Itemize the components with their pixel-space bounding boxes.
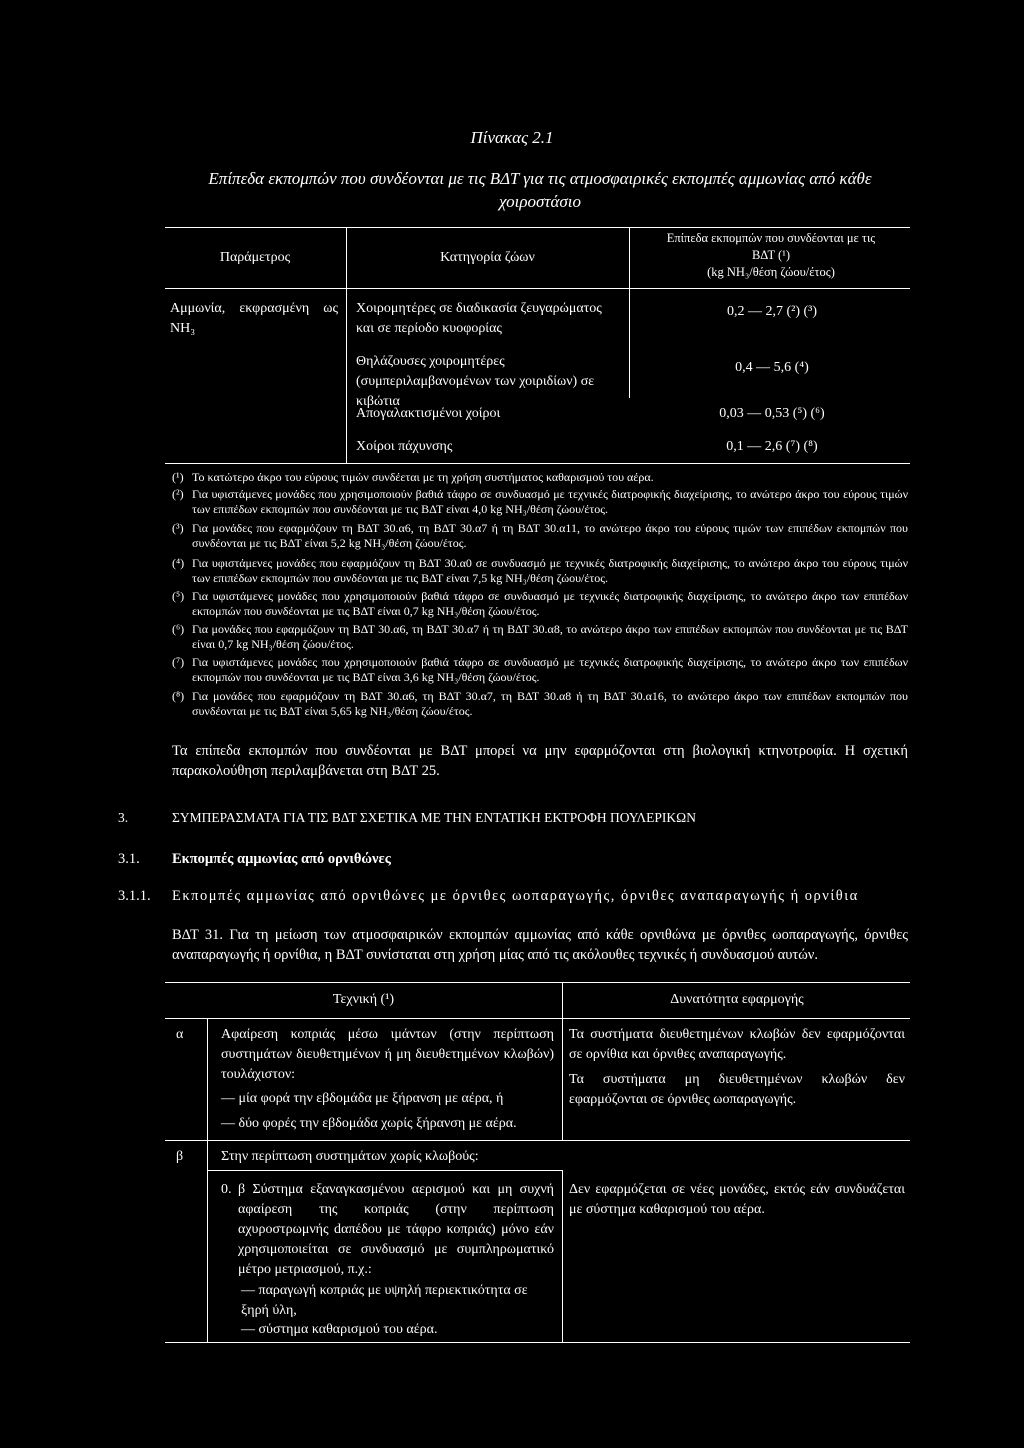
table2-header-rule — [165, 1018, 910, 1019]
footnote-2 — [172, 487, 908, 517]
bat31-text: Για τη μείωση των ατμοσφαιρικών εκπομπών αμμωνίας από κάθε ορνιθώνα με όρνιθες ωοπαραγωγής, όρνιθες αναπαραγωγής ή ορνίθια, η ΒΔΤ συνίσταται στη χρήση μίας από τις ακόλουθες τεχνικές ή συνδυασμού αυτών. — [172, 927, 909, 963]
row-a-intro: Αφαίρεση κοπριάς μέσω ιμάντων (στην περίπτωση συστημάτων διευθετημένων ή μη διευθετημένων κλωβών) τουλάχιστον: — [221, 1027, 554, 1082]
footnote-mark: (⁵) — [172, 589, 185, 603]
table2-header-applicability: Δυνατότητα εφαρμογής — [670, 992, 804, 1007]
table2-bottom-rule — [165, 1342, 910, 1343]
section-311-number: 3.1.1. — [118, 888, 151, 904]
row3-value: 0,03 — 0,53 (⁵) (⁶) — [719, 406, 825, 421]
footnote-mark: (⁶) — [172, 622, 185, 636]
footnote-mark: (⁴) — [172, 556, 185, 570]
row-a-item1: — μία φορά την εβδομάδα με ξήρανση με αέρα, ή — [221, 1091, 504, 1106]
parameter-cell: Αμμωνία, εκφρασμένη ως NH₃ — [170, 301, 338, 336]
footnote-mark: (⁷) — [172, 655, 185, 669]
section-311-title: Εκπομπές αμμωνίας από ορνιθώνες με όρνιθες ωοπαραγωγής, όρνιθες αναπαραγωγής ή ορνίθια — [172, 888, 859, 904]
footnote-text: Για υφιστάμενες μονάδες που χρησιμοποιούν βαθιά τάφρο σε συνδυασμό με τεχνικές διατροφικής διαχείρισης, το ανώτερο άκρο του εύρους τιμών των επιπέδων εκπομπών που συνδέονται με τις ΒΔΤ είναι 4,0 kg NH₃/θέση ζώου/έτος. — [192, 487, 908, 516]
row-b-sub-number: 0. — [221, 1182, 232, 1197]
footnote-text: Για μονάδες που εφαρμόζουν τη ΒΔΤ 30.α6, τη ΒΔΤ 30.α7 ή τη ΒΔΤ 30.α8, το ανώτερο άκρο των επιπέδων εκπομπών που συνδέονται με τις ΒΔΤ είναι 0,7 kg NH₃/θέση ζώου/έτος. — [192, 622, 908, 651]
table2-row-rule — [165, 1140, 910, 1141]
footnote-1 — [172, 470, 908, 485]
row-b-sub-text: β Σύστημα εξαναγκασμένου αερισμού και μη συχνή αφαίρεση της κοπριάς (στην περίπτωση αχυροστρωμνής dαπέδου με τάφρο κοπριάς) μόνο εάν χρησιμοποιείται σε συνδυασμό με συμπληρωματικό μέτρο μετριασμού, π.χ.: — [238, 1182, 554, 1277]
table-col-divider-1 — [346, 227, 347, 463]
header-category: Κατηγορία ζώων — [440, 250, 535, 265]
row-a-letter: α — [176, 1027, 184, 1042]
bat31-label: ΒΔΤ 31. — [172, 927, 224, 943]
footnote-5 — [172, 589, 908, 619]
note-paragraph: Τα επίπεδα εκπομπών που συνδέονται με ΒΔΤ μπορεί να μην εφαρμόζονται στη βιολογική κτηνοτροφία. Η σχετική παρακολούθηση περιλαμβάνεται στη ΒΔΤ 25. — [172, 743, 908, 779]
table-header-rule — [165, 288, 910, 289]
table2-col-divider-b — [562, 982, 563, 1140]
row4-value: 0,1 — 2,6 (⁷) (⁸) — [726, 439, 818, 454]
footnote-text: Για υφιστάμενες μονάδες που χρησιμοποιούν βαθιά τάφρο σε συνδυασμό με τεχνικές διατροφικής διαχείρισης, το ανώτερο άκρο των επιπέδων εκπομπών που συνδέονται με τις ΒΔΤ είναι 0,7 kg NH₃/θέση ζώου/έτος. — [192, 589, 908, 618]
row2-category: Θηλάζουσες χοιρομητέρες (συμπεριλαμβανομένων των χοιριδίων) σε κιβώτια — [356, 354, 595, 409]
row4-category: Χοίροι πάχυνσης — [356, 439, 453, 454]
section-31-title: Εκπομπές αμμωνίας από ορνιθώνες — [172, 851, 391, 867]
row-b-item1: — παραγωγή κοπριάς με υψηλή περιεκτικότητα σε ξηρή ύλη, — [241, 1283, 528, 1318]
row-a-applicability-1: Τα συστήματα διευθετημένων κλωβών δεν εφαρμόζονται σε ορνίθια και όρνιθες αναπαραγωγής. — [569, 1027, 905, 1062]
footnote-text: Το κατώτερο άκρο του εύρους τιμών συνδέεται με τη χρήση συστήματος καθαρισμού του αέρα. — [192, 470, 654, 484]
footnote-7 — [172, 655, 908, 685]
row-b-applicability: Δεν εφαρμόζεται σε νέες μονάδες, εκτός εάν συνδυάζεται με σύστημα καθαρισμού του αέρα. — [569, 1182, 905, 1217]
row-a-item2: — δύο φορές την εβδομάδα χωρίς ξήρανση με αέρα. — [221, 1116, 517, 1131]
footnote-text: Για υφιστάμενες μονάδες που χρησιμοποιούν βαθιά τάφρο σε συνδυασμό με τεχνικές διατροφικής διαχείρισης, το ανώτερο άκρο των επιπέδων εκπομπών που συνδέονται με τις ΒΔΤ είναι 3,6 kg NH₃/θέση ζώου/έτος. — [192, 655, 908, 684]
row2-value: 0,4 — 5,6 (⁴) — [735, 360, 809, 375]
footnote-6 — [172, 622, 908, 652]
table2-col-divider-a — [207, 1018, 208, 1342]
footnote-text: Για μονάδες που εφαρμόζουν τη ΒΔΤ 30.α6, τη ΒΔΤ 30.α7, τη ΒΔΤ 30.α8 ή τη ΒΔΤ 30.α16, το ανώτερο άκρο των επιπέδων εκπομπών που συνδέονται με τις ΒΔΤ είναι 5,65 kg NH₃/θέση ζώου/έτος. — [192, 689, 908, 718]
header-parameter: Παράμετρος — [219, 250, 291, 265]
table-col-divider-2b — [629, 288, 630, 398]
row1-category: Χοιρομητέρες σε διαδικασία ζευγαρώματος και σε περίοδο κυοφορίας — [356, 301, 602, 336]
footnote-text: Για υφιστάμενες μονάδες που εφαρμόζουν τη ΒΔΤ 30.α0 σε συνδυασμό με τεχνικές διατροφικής διαχείρισης, το ανώτερο άκρο του εύρους τιμών των επιπέδων εκπομπών που συνδέονται με τις ΒΔΤ είναι 7,5 kg NH₃/θέση ζώου/έτος. — [192, 556, 908, 585]
table-caption: Πίνακας 2.1 — [470, 128, 554, 147]
footnote-mark: (⁸) — [172, 689, 185, 703]
table2-header-technique: Τεχνική (¹) — [332, 992, 395, 1007]
header-levels-line2: ΒΔΤ (¹) — [751, 248, 791, 262]
header-levels-line1: Επίπεδα εκπομπών που συνδέονται με τις — [666, 231, 876, 245]
header-levels-line3: (kg NH₃/θέση ζώου/έτος) — [707, 265, 835, 279]
section-31-number: 3.1. — [118, 851, 140, 867]
table-col-divider-2 — [629, 227, 630, 288]
footnote-mark: (²) — [172, 487, 184, 501]
footnote-mark: (³) — [172, 521, 184, 535]
footnote-mark: (¹) — [172, 470, 184, 484]
section-3-number: 3. — [118, 810, 129, 825]
table2-top-rule — [165, 982, 910, 983]
section-3-title: ΣΥΜΠΕΡΑΣΜΑΤΑ ΓΙΑ ΤΙΣ ΒΔΤ ΣΧΕΤΙΚΑ ΜΕ ΤΗΝ ΕΝΤΑΤΙΚΗ ΕΚΤΡΟΦΗ ΠΟΥΛΕΡΙΚΩΝ — [172, 810, 696, 825]
table-bottom-rule — [165, 463, 910, 464]
table-top-rule — [165, 227, 910, 228]
table2-col-divider-b2 — [562, 1170, 563, 1342]
row-b-intro: Στην περίπτωση συστημάτων χωρίς κλωβούς: — [221, 1149, 479, 1164]
footnote-8 — [172, 689, 908, 719]
row3-category: Απογαλακτισμένοι χοίροι — [356, 406, 501, 421]
table2-subrow-rule — [207, 1170, 562, 1171]
row-b-item2: — σύστημα καθαρισμού του αέρα. — [241, 1322, 438, 1337]
footnote-text: Για μονάδες που εφαρμόζουν τη ΒΔΤ 30.α6, τη ΒΔΤ 30.α7 ή τη ΒΔΤ 30.α11, το ανώτερο άκρο του εύρους τιμών των επιπέδων εκπομπών που συνδέονται με τις ΒΔΤ είναι 5,2 kg NH₃/θέση ζώου/έτος. — [192, 521, 908, 550]
row-b-letter: β — [176, 1149, 184, 1164]
footnote-3 — [172, 521, 908, 551]
row1-value: 0,2 — 2,7 (²) (³) — [726, 304, 818, 319]
table-title: Επίπεδα εκπομπών που συνδέονται με τις ΒΔΤ για τις ατμοσφαιρικές εκπομπές αμμωνίας από κάθε χοιροστάσιο — [208, 169, 872, 211]
bat31-paragraph — [172, 925, 908, 965]
row-a-applicability-2: Τα συστήματα μη διευθετημένων κλωβών δεν εφαρμόζονται σε όρνιθες ωοπαραγωγής. — [569, 1072, 905, 1107]
header-levels — [632, 230, 910, 281]
footnote-4 — [172, 556, 908, 586]
